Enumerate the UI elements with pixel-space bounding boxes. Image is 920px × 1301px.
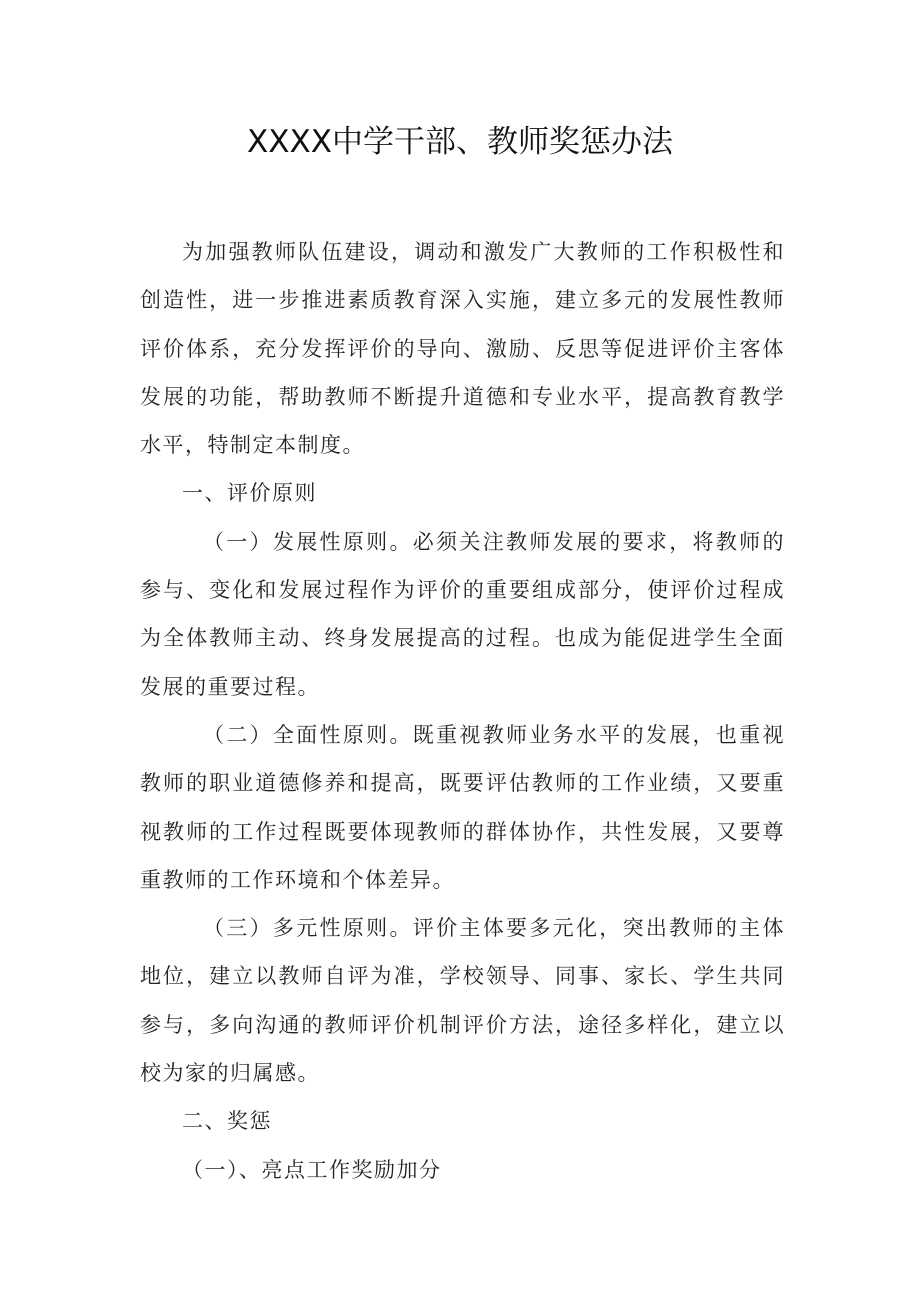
document-title: XXXX中学干部、教师奖惩办法 xyxy=(247,124,673,160)
principle-comprehensive-paragraph: （二）全面性原则。既重视教师业务水平的发展，也重视教师的职业道德修养和提高，既要评估教师的工作业绩，又要重视教师的工作过程既要体现教师的群体协作，共性发展，又要尊重教师的工作环境和个体差异。 xyxy=(140,722,785,892)
principle-diversity-paragraph: （三）多元性原则。评价主体要多元化，突出教师的主体地位，建立以教师自评为准，学校领导、同事、家长、学生共同参与，多向沟通的教师评价机制评价方法，途径多样化，建立以校为家的归属感。 xyxy=(140,916,785,1086)
principle-development-paragraph: （一）发展性原则。必须关注教师发展的要求，将教师的参与、变化和发展过程作为评价的重要组成部分，使评价过程成为全体教师主动、终身发展提高的过程。也成为能促进学生全面发展的重要过程。 xyxy=(140,529,785,699)
intro-paragraph: 为加强教师队伍建设，调动和激发广大教师的工作积极性和创造性，进一步推进素质教育深入实施，建立多元的发展性教师评价体系，充分发挥评价的导向、激励、反思等促进评价主客体发展的功能，帮助教师不断提升道德和专业水平，提高教育教学水平，特制定本制度。 xyxy=(140,240,785,458)
section-heading-evaluation-principles: 一、评价原则 xyxy=(182,481,317,506)
document-body xyxy=(140,228,785,1194)
subsection-heading-highlight-rewards: （一）、亮点工作奖励加分 xyxy=(182,1157,442,1182)
section-heading-rewards-punishments: 二、奖惩 xyxy=(182,1109,272,1134)
